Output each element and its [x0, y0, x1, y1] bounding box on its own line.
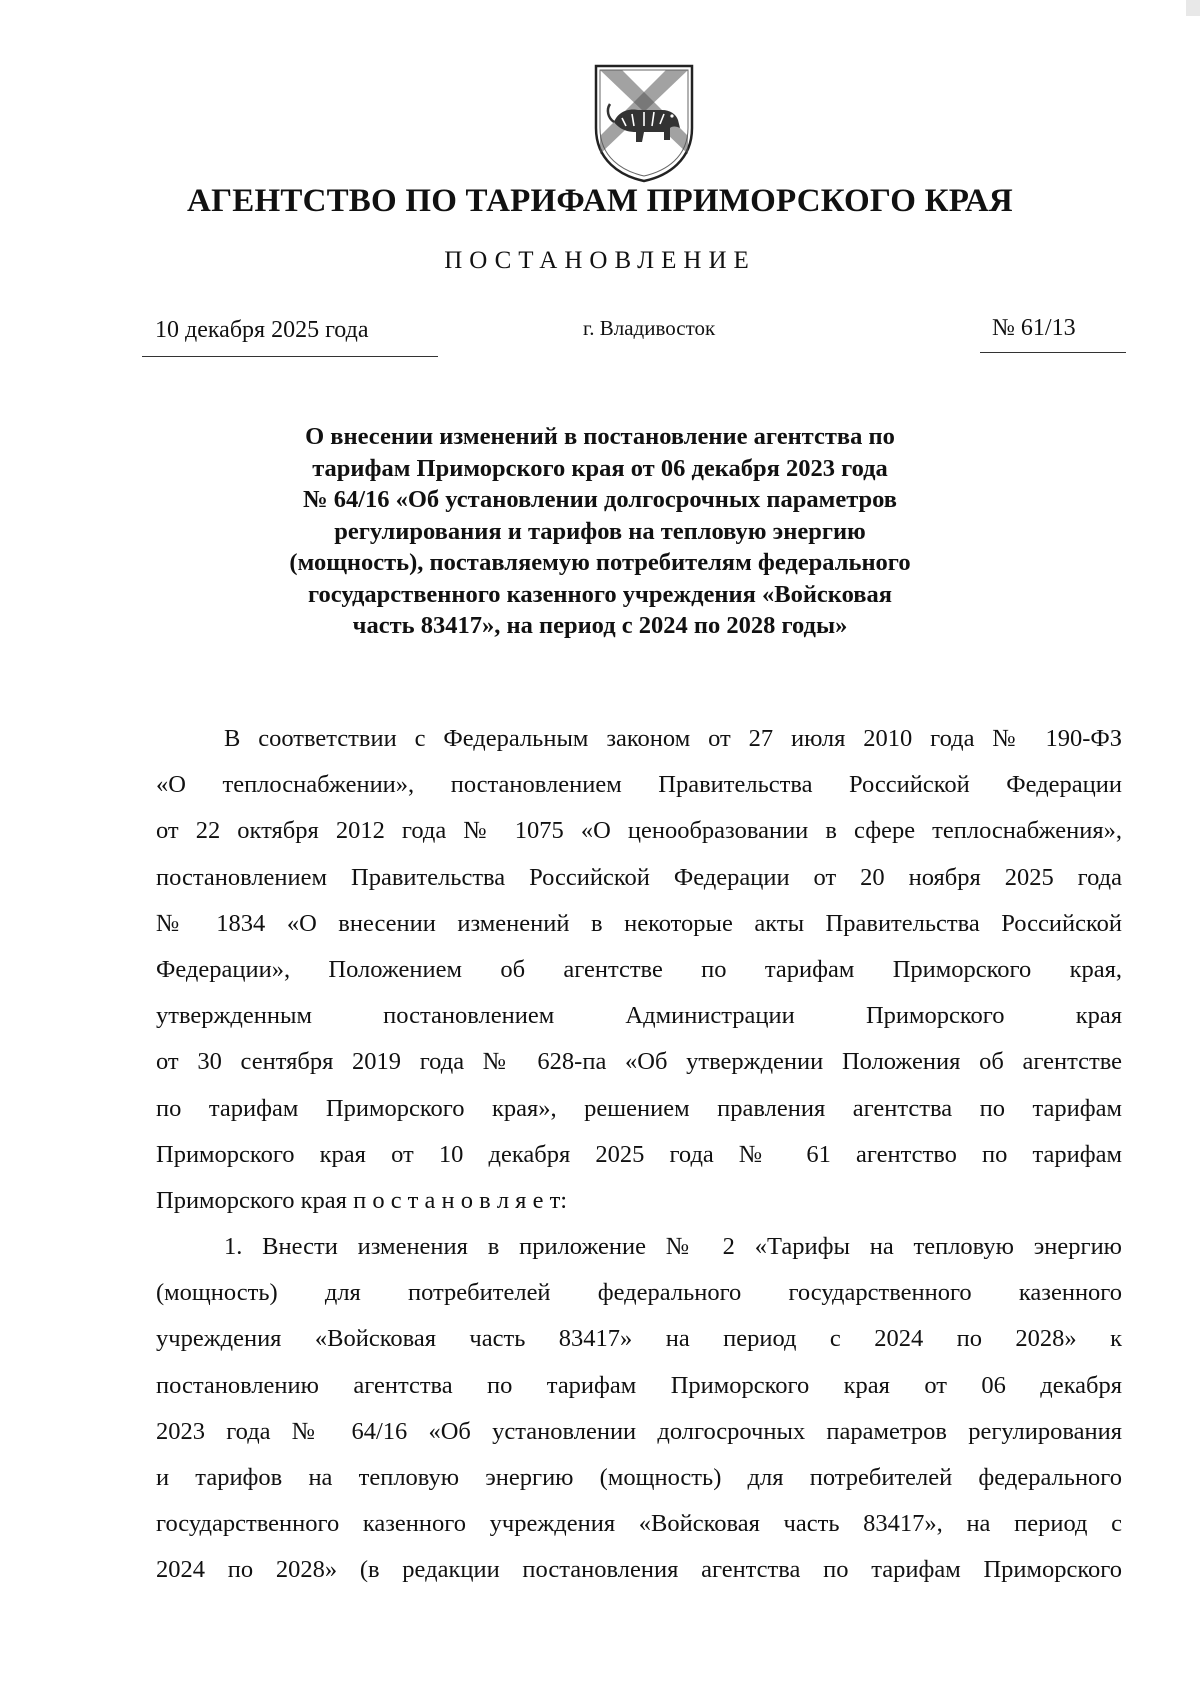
document-city: г. Владивосток	[583, 316, 716, 340]
document-subject	[200, 421, 1000, 642]
subject-line: регулирования и тарифов на тепловую энергию	[334, 517, 866, 545]
body-line: постановлению агентства по тарифам Приморского края от 06 декабря	[156, 1371, 1122, 1399]
body-line: государственного казенного учреждения «Войсковая часть 83417», на период с	[156, 1510, 1122, 1538]
scan-edge	[1186, 0, 1200, 16]
body-line: постановлением Правительства Российской Федерации от 20 ноября 2025 года	[156, 863, 1122, 891]
body-line: № 1834 «О внесении изменений в некоторые акты Правительства Российской	[156, 909, 1122, 937]
body-line: от 22 октября 2012 года № 1075 «О ценообразовании в сфере теплоснабжения»,	[156, 817, 1122, 845]
body-line: (мощность) для потребителей федерального государственного казенного	[156, 1279, 1122, 1307]
body-line: «О теплоснабжении», постановлением Правительства Российской Федерации	[156, 771, 1122, 799]
body-line: и тарифов на тепловую энергию (мощность) для потребителей федерального	[156, 1464, 1122, 1491]
body-line: 1. Внести изменения в приложение № 2 «Тарифы на тепловую энергию	[224, 1233, 1122, 1261]
subject-line: (мощность), поставляемую потребителям федерального	[289, 549, 911, 576]
subject-line: О внесении изменений в постановление агентства по	[305, 423, 895, 450]
number-underline	[980, 352, 1126, 353]
body-line: учреждения «Войсковая часть 83417» на период с 2024 по 2028» к	[156, 1325, 1122, 1353]
subject-line: государственного казенного учреждения «Войсковая	[308, 580, 892, 608]
document-body	[156, 716, 1122, 1594]
body-line: от 30 сентября 2019 года № 628-па «Об утверждении Положения об агентстве	[156, 1048, 1122, 1076]
body-line: В соответствии с Федеральным законом от 27 июля 2010 года № 190-ФЗ	[224, 725, 1122, 752]
agency-title: АГЕНТСТВО ПО ТАРИФАМ ПРИМОРСКОГО КРАЯ	[187, 183, 1013, 219]
subject-line: часть 83417», на период с 2024 по 2028 годы»	[352, 612, 848, 639]
document-type: ПОСТАНОВЛЕНИЕ	[444, 247, 756, 274]
document-date: 10 декабря 2025 года	[155, 317, 369, 343]
body-line: 2024 по 2028» (в редакции постановления агентства по тарифам Приморского	[156, 1556, 1122, 1584]
document-number: № 61/13	[992, 315, 1076, 341]
subject-line: № 64/16 «Об установлении долгосрочных параметров	[302, 486, 898, 513]
body-line: Приморского края п о с т а н о в л я е т:	[156, 1186, 568, 1214]
coat-of-arms-icon	[592, 62, 696, 184]
body-line: 2023 года № 64/16 «Об установлении долгосрочных параметров регулирования	[156, 1417, 1122, 1445]
subject-line: тарифам Приморского края от 06 декабря 2023 года	[312, 454, 888, 482]
date-underline	[142, 356, 438, 357]
body-line: Федерации», Положением об агентстве по тарифам Приморского края,	[156, 955, 1122, 983]
body-line: по тарифам Приморского края», решением правления агентства по тарифам	[156, 1094, 1122, 1122]
body-line: Приморского края от 10 декабря 2025 года № 61 агентство по тарифам	[156, 1140, 1122, 1168]
body-line: утвержденным постановлением Администрации Приморского края	[156, 1002, 1122, 1030]
